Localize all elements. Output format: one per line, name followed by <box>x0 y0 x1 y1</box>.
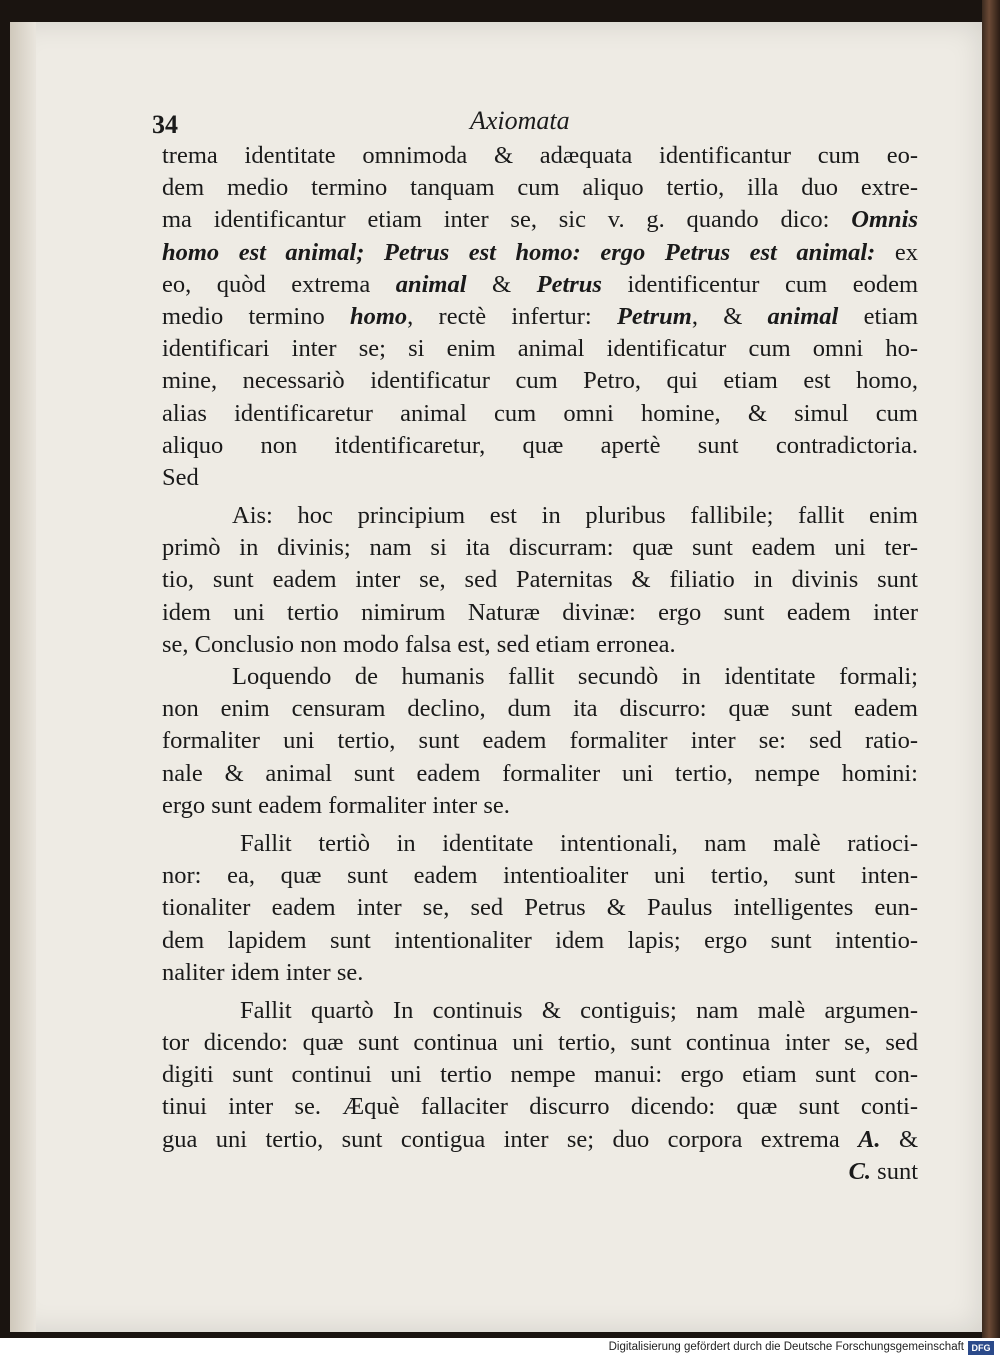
text-line: dem lapidem sunt intentionaliter idem lapis; ergo sunt intentio- <box>162 926 918 954</box>
text-line: ma identificantur etiam inter se, sic v. g. quando dico: Omnis <box>162 206 918 234</box>
page-number: 34 <box>152 110 178 139</box>
running-title: Axiomata <box>470 106 570 135</box>
text-line: tionaliter eadem inter se, sed Petrus & Paulus intelligentes eun- <box>162 894 918 922</box>
text-line: nale & animal sunt eadem formaliter uni tertio, nempe homini: <box>162 759 918 787</box>
text-line: gua uni tertio, sunt contigua inter se; duo corpora extrema A. & <box>162 1125 918 1153</box>
text-line: nor: ea, quæ sunt eadem intentioaliter uni tertio, sunt inten- <box>162 862 918 890</box>
text-line: dem medio termino tanquam cum aliquo tertio, illa duo extre- <box>162 174 918 202</box>
text-line: tio, sunt eadem inter se, sed Paternitas & filiatio in divinis sunt <box>162 566 918 594</box>
text-line: non enim censuram declino, dum ita discurro: quæ sunt eadem <box>162 695 918 723</box>
text-line: ergo sunt eadem formaliter inter se. <box>162 791 510 819</box>
footer-bar <box>0 1338 1000 1359</box>
text-line: Loquendo de humanis fallit secundò in identitate formali; <box>232 663 918 690</box>
text-line: idem uni tertio nimirum Naturæ divinæ: ergo sunt eadem inter <box>162 598 918 626</box>
page-header <box>152 104 922 140</box>
text-line: mine, necessariò identificatur cum Petro, qui etiam est homo, <box>162 367 918 395</box>
text-line: trema identitate omnimoda & adæquata identificantur cum eo- <box>162 142 918 169</box>
text-line: Fallit tertiò in identitate intentionali, nam malè ratioci- <box>240 829 918 857</box>
text-line: tinui inter se. Æquè fallaciter discurro dicendo: quæ sunt conti- <box>162 1093 918 1121</box>
text-line: Fallit quartò In continuis & contiguis; nam malè argumen- <box>240 996 918 1024</box>
text-line: alias identificaretur animal cum omni homine, & simul cum <box>162 399 918 427</box>
book-spine-edge <box>982 0 1000 1338</box>
text-line: se, Conclusio non modo falsa est, sed etiam erronea. <box>162 630 676 658</box>
catchword-line: Sed <box>162 463 199 491</box>
dfg-logo: DFG <box>968 1341 994 1355</box>
text-line: eo, quòd extrema animal & Petrus identificentur cum eodem <box>162 270 918 298</box>
text-line: medio termino homo, rectè infertur: Petrum, & animal etiam <box>162 302 919 330</box>
text-line: Ais: hoc principium est in pluribus fallibile; fallit enim <box>232 502 918 530</box>
text-line: formaliter uni tertio, sunt eadem formaliter inter se: sed ratio- <box>162 727 918 755</box>
text-line: naliter idem inter se. <box>162 958 364 986</box>
text-line: identificari inter se; si enim animal identificatur cum omni ho- <box>162 335 918 363</box>
catchword-line: C. sunt <box>848 1157 918 1185</box>
text-line: digiti sunt continui uni tertio nempe manui: ergo etiam sunt con- <box>162 1061 918 1089</box>
page-fore-edge <box>10 22 36 1332</box>
text-line: homo est animal; Petrus est homo: ergo Petrus est animal: ex <box>162 238 918 266</box>
body-text <box>162 140 918 1188</box>
text-line: primò in divinis; nam si ita discurram: quæ sunt eadem uni ter- <box>162 534 918 562</box>
digitization-credit: Digitalisierung gefördert durch die Deutsche Forschungsgemeinschaft <box>608 1341 964 1353</box>
text-line: tor dicendo: quæ sunt continua uni tertio, sunt continua inter se, sed <box>162 1029 918 1057</box>
text-line: aliquo non itdentificaretur, quæ apertè sunt contradictoria. <box>162 431 918 459</box>
